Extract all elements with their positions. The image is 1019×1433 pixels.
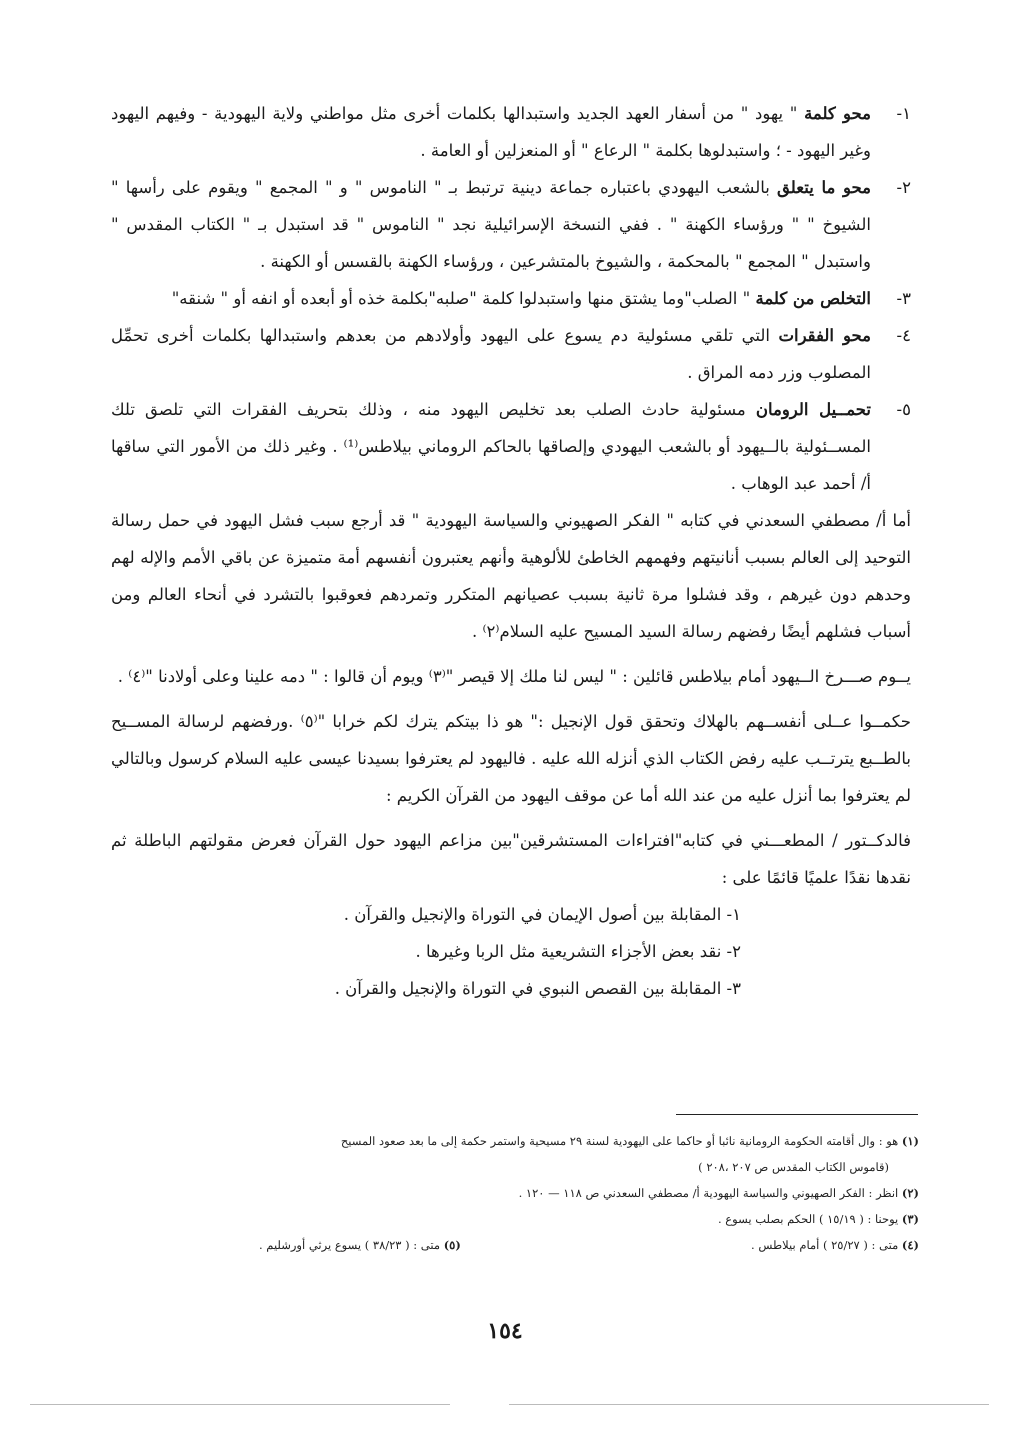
list-item bbox=[111, 169, 911, 280]
footnotes bbox=[159, 1128, 919, 1258]
footnote bbox=[159, 1180, 919, 1206]
footnote-text: هو : وال أقامته الحكومة الرومانية نائبا أو حاكما على اليهودية لسنة ٢٩ مسيحية واستمر حكمة إلى ما بعد صعود المسيح bbox=[340, 1134, 899, 1148]
paragraph-mataani: فالدكــتور / المطعـــني في كتابه"افتراءات المستشرقين"بين مزاعم اليهود حول القرآن فعرض مقولتهم الباطلة ثم نقدها نقدًا علميًا قائمًا على : bbox=[111, 831, 911, 887]
footnote-separator bbox=[676, 1114, 918, 1115]
item-number: ١- bbox=[896, 104, 911, 123]
list-item bbox=[111, 95, 911, 169]
item-text: مسئولية حادث الصلب بعد تخليص اليهود منه ، وذلك بتحريف الفقرات التي تلصق تلك المســئولية بالــيهود أو بالشعب اليهودي وإلصاقها بالحاكم الروماني بيلاطس⁽¹⁾ . وغير ذلك من الأمور التي ساقها أ/ أحمد عبد الوهاب . bbox=[111, 400, 871, 493]
scan-border-line bbox=[509, 1404, 989, 1405]
item-lead: التخلص من كلمة bbox=[755, 289, 871, 308]
scan-border-line bbox=[30, 1404, 450, 1405]
item-text: بالشعب اليهودي باعتباره جماعة دينية ترتبط بـ " الناموس " و " المجمع " ويقوم على رأسها " الشيوخ " " ورؤساء الكهنة " . ففي النسخة الإسرائيلية نجد " الناموس " قد استبدل بـ " الكتاب المقدس " واستبدل " المجمع " بالمحكمة ، والشيوخ بالمتشرعين ، ورؤساء الكهنة بالقسس أو الكهنة . bbox=[111, 178, 871, 271]
footnote-number: (٥) bbox=[443, 1238, 461, 1252]
sub-list-item: ٣- المقابلة بين القصص النبوي في التوراة والإنجيل والقرآن . bbox=[334, 979, 741, 998]
footnote bbox=[159, 1128, 919, 1154]
footnote bbox=[751, 1232, 919, 1258]
footnote-number: (٤) bbox=[901, 1238, 919, 1252]
item-lead: محو ما يتعلق bbox=[777, 178, 871, 197]
footnote-number: (١) bbox=[901, 1134, 919, 1148]
footnote-text: يوحنا : ( ١٥/١٩ ) الحكم بصلب يسوع . bbox=[718, 1212, 899, 1226]
footnote bbox=[259, 1232, 461, 1258]
sub-list-item: ٢- نقد بعض الأجزاء التشريعية مثل الربا وغيرها . bbox=[415, 942, 741, 961]
footnote-row bbox=[259, 1232, 919, 1258]
footnote-text: انظر : الفكر الصهيوني والسياسة اليهودية أ/ مصطفي السعدني ص ١١٨ — ١٢٠ . bbox=[518, 1186, 899, 1200]
paragraph-pilate: يــوم صـــرخ الــيهود أمام بيلاطس قائلين : " ليس لنا ملك إلا قيصر "⁽٣⁾ ويوم أن قالوا : " دمه علينا وعلى أولادنا "⁽٤⁾ . bbox=[117, 667, 911, 686]
item-number: ٢- bbox=[896, 178, 911, 197]
footnote-continuation: (قاموس الكتاب المقدس ص ٢٠٧ ،٢٠٨ ) bbox=[698, 1160, 889, 1174]
item-lead: تحمــيل الرومان bbox=[755, 400, 871, 419]
list-item bbox=[111, 317, 911, 391]
page-number: ١٥٤ bbox=[487, 1318, 523, 1344]
footnote-number: (٣) bbox=[901, 1212, 919, 1226]
list-item bbox=[111, 280, 911, 317]
paragraph-saadani: أما أ/ مصطفي السعدني في كتابه " الفكر الصهيوني والسياسة اليهودية " قد أرجع سبب فشل اليهود في حمل رسالة التوحيد إلى العالم بسبب أنانيتهم وفهمهم الخاطئ للألوهية وأنهم يعتبرون أنفسهم أمة متميزة عن باقي الأمم والإله لهم وحدهم دون غيرهم ، وقد فشلوا مرة ثانية بسبب عصيانهم المتكرر وتمردهم فعوقبوا بالتشرد في أنحاء العالم ومن أسباب فشلهم أيضًا رفضهم رسالة السيد المسيح عليه السلام⁽٢⁾ . bbox=[111, 511, 911, 641]
sub-list-item: ١- المقابلة بين أصول الإيمان في التوراة والإنجيل والقرآن . bbox=[343, 905, 741, 924]
footnote-text: متى : ( ٢٥/٢٧ ) أمام بيلاطس . bbox=[751, 1238, 899, 1252]
paragraph-judgment: حكمــوا عــلى أنفســهم بالهلاك وتحقق قول الإنجيل :" هو ذا بيتكم يترك لكم خرابا "⁽٥⁾ .ورفضهم لرسالة المســيح بالطــبع يترتــب عليه رفض الكتاب الذي أنزله الله عليه . فاليهود لم يعترفوا بسيدنا عيسى عليه السلام كرسول وبالتالي لم يعترفوا بما أنزل عليه من عند الله أما عن موقف اليهود من القرآن الكريم : bbox=[111, 712, 912, 805]
document-body bbox=[111, 95, 911, 1007]
item-number: ٤- bbox=[896, 326, 911, 345]
footnote bbox=[159, 1206, 919, 1232]
item-number: ٣- bbox=[896, 289, 911, 308]
item-lead: محو الفقرات bbox=[778, 326, 871, 345]
footnote-number: (٢) bbox=[901, 1186, 919, 1200]
sub-list bbox=[111, 896, 911, 1007]
item-lead: محو كلمة bbox=[804, 104, 871, 123]
item-text: التي تلقي مسئولية دم يسوع على اليهود وأولادهم من بعدهم واستبدالها بكلمات أخرى تحمِّل المصلوب وزر دمه المراق . bbox=[111, 326, 871, 382]
item-text: " يهود " من أسفار العهد الجديد واستبدالها بكلمات أخرى مثل مواطني ولاية اليهودية - وفيهم اليهود وغير اليهود - ؛ واستبدلوها بكلمة " الرعاع " أو المنعزلين أو العامة . bbox=[111, 104, 871, 160]
item-number: ٥- bbox=[896, 400, 911, 419]
footnote-text: متى : ( ٣٨/٢٣ ) يسوع يرثي أورشليم . bbox=[259, 1238, 441, 1252]
list-item bbox=[111, 391, 911, 502]
item-text: " الصلب"وما يشتق منها واستبدلوا كلمة "صلبه"بكلمة خذه أو أبعده أو انفه أو " شنقه" bbox=[171, 289, 756, 308]
